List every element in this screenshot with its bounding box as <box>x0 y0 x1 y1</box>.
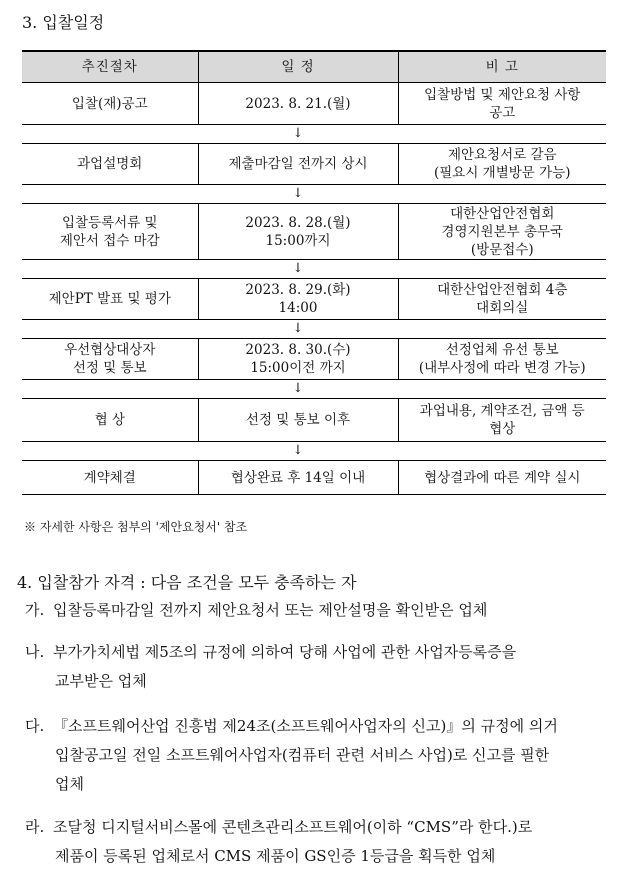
item-text: 교부받은 업체 <box>55 672 147 690</box>
date-cell-line: 14:00 <box>278 300 318 316</box>
schedule-row <box>22 339 606 380</box>
item-label: 가. <box>25 601 45 619</box>
remark-cell-line: 제안요청서로 갈음 <box>447 147 557 163</box>
section-3-heading: 3. 입찰일정 <box>22 13 105 32</box>
qualification-item <box>25 813 617 871</box>
column-header: 비 고 <box>398 51 606 83</box>
remark-cell <box>398 83 606 125</box>
column-header: 추진절차 <box>22 51 198 83</box>
date-cell <box>198 461 398 495</box>
item-text: 입찰공고일 전일 소프트웨어사업자(컴퓨터 관련 서비스 사업)로 신고를 필한 <box>55 746 550 764</box>
date-cell-line: 제출마감일 전까지 상시 <box>228 156 368 172</box>
item-label: 라. <box>25 818 45 836</box>
remark-cell <box>398 339 606 380</box>
qualification-line <box>25 813 617 842</box>
remark-cell-line: 경영지원본부 총무국 <box>441 223 564 240</box>
item-text: 업체 <box>55 775 84 793</box>
step-cell <box>22 339 198 380</box>
remark-cell-line: 대회의실 <box>476 300 529 316</box>
down-arrow-icon: ↓ <box>292 126 304 141</box>
down-arrow-icon: ↓ <box>292 381 304 396</box>
schedule-row <box>22 144 606 185</box>
step-cell-line: 입찰(재)공고 <box>71 95 148 112</box>
step-cell-line: 과업설명회 <box>77 156 143 172</box>
remark-cell <box>398 461 606 495</box>
date-cell-line: 협상완료 후 14일 이내 <box>230 469 366 486</box>
remark-cell-line: 선정업체 유선 통보 <box>445 342 559 358</box>
footnote: ※ 자세한 사항은 첨부의 '제안요청서' 참조 <box>24 520 248 534</box>
step-cell-line: 입찰등록서류 및 <box>61 214 158 231</box>
remark-cell <box>398 279 606 320</box>
remark-cell-line: 대한산업안전협회 <box>450 205 555 222</box>
item-text: 입찰등록마감일 전까지 제안요청서 또는 제안설명을 확인받은 업체 <box>53 601 488 619</box>
date-cell-line: 2023. 8. 30.(수) <box>245 342 351 358</box>
qualification-item <box>25 596 617 625</box>
step-cell <box>22 279 198 320</box>
step-cell <box>22 204 198 260</box>
date-cell-line: 15:00이전 까지 <box>250 360 346 376</box>
date-cell <box>198 83 398 125</box>
flow-arrow-row <box>22 320 606 339</box>
section-4-heading: 4. 입찰참가 자격 : 다음 조건을 모두 충족하는 자 <box>17 573 357 592</box>
remark-cell-line: 대한산업안전협회 4층 <box>437 282 568 298</box>
step-cell-line: 계약체결 <box>83 469 136 486</box>
remark-cell-line: 입찰방법 및 제안요청 사항 <box>424 86 581 103</box>
qualification-line <box>25 638 617 667</box>
item-text: 조달청 디지털서비스몰에 콘텐츠관리소프트웨어(이하 “CMS”라 한다.)로 <box>53 818 533 836</box>
step-cell-line: 우선협상대상자 <box>64 342 156 358</box>
flow-arrow-row <box>22 185 606 204</box>
item-label: 나. <box>25 643 45 661</box>
down-arrow-icon: ↓ <box>292 186 304 201</box>
item-text: 제품이 등록된 업체로서 CMS 제품이 GS인증 1등급을 획득한 업체 <box>55 847 496 865</box>
flow-arrow-row <box>22 260 606 279</box>
remark-cell-line: (내부사정에 따라 변경 가능) <box>418 360 586 376</box>
item-text: 『소프트웨어산업 진흥법 제24조(소프트웨어사업자의 신고)』의 규정에 의거 <box>53 717 558 735</box>
step-cell-line: 협 상 <box>94 412 125 428</box>
remark-cell-line: 공고 <box>489 104 516 121</box>
flow-arrow-row <box>22 380 606 399</box>
remark-cell-line: (필요시 개별방문 가능) <box>434 165 571 181</box>
schedule-row <box>22 83 606 125</box>
remark-cell <box>398 204 606 260</box>
qualification-line <box>25 667 617 696</box>
step-cell <box>22 144 198 185</box>
flow-arrow-row <box>22 442 606 461</box>
date-cell-line: 15:00까지 <box>265 232 331 249</box>
schedule-table <box>22 50 606 495</box>
qualification-item <box>25 638 617 696</box>
qualification-line <box>25 596 617 625</box>
remark-cell-line: (방문접수) <box>470 241 534 258</box>
schedule-row <box>22 204 606 260</box>
date-cell <box>198 204 398 260</box>
flow-arrow-row <box>22 125 606 144</box>
item-label: 다. <box>25 717 45 735</box>
schedule-row <box>22 461 606 495</box>
remark-cell <box>398 399 606 442</box>
down-arrow-icon: ↓ <box>292 261 304 276</box>
item-text: 부가가치세법 제5조의 규정에 의하여 당해 사업에 관한 사업자등록증을 <box>53 643 517 661</box>
qualification-line <box>25 770 617 799</box>
qualification-list <box>25 596 617 871</box>
qualification-item <box>25 712 617 799</box>
qualification-line <box>25 842 617 871</box>
schedule-header-row <box>22 51 606 83</box>
date-cell-line: 2023. 8. 21.(월) <box>245 95 351 112</box>
down-arrow-icon: ↓ <box>292 443 304 458</box>
remark-cell-line: 협상 <box>489 421 516 437</box>
remark-cell-line: 협상결과에 따른 계약 실시 <box>424 469 581 486</box>
step-cell-line: 제안서 접수 마감 <box>59 232 160 249</box>
step-cell <box>22 461 198 495</box>
step-cell-line: 선정 및 통보 <box>72 360 147 376</box>
schedule-row <box>22 399 606 442</box>
qualification-line <box>25 741 617 770</box>
date-cell-line: 2023. 8. 28.(월) <box>245 214 351 231</box>
column-header: 일 정 <box>198 51 398 83</box>
remark-cell <box>398 144 606 185</box>
date-cell <box>198 399 398 442</box>
date-cell <box>198 144 398 185</box>
date-cell-line: 선정 및 통보 이후 <box>245 412 351 428</box>
date-cell <box>198 339 398 380</box>
remark-cell-line: 과업내용, 계약조건, 금액 등 <box>419 403 585 419</box>
date-cell <box>198 279 398 320</box>
down-arrow-icon: ↓ <box>292 321 304 336</box>
step-cell-line: 제안PT 발표 및 평가 <box>48 291 171 307</box>
schedule-row <box>22 279 606 320</box>
qualification-line <box>25 712 617 741</box>
date-cell-line: 2023. 8. 29.(화) <box>245 282 351 298</box>
step-cell <box>22 399 198 442</box>
step-cell <box>22 83 198 125</box>
